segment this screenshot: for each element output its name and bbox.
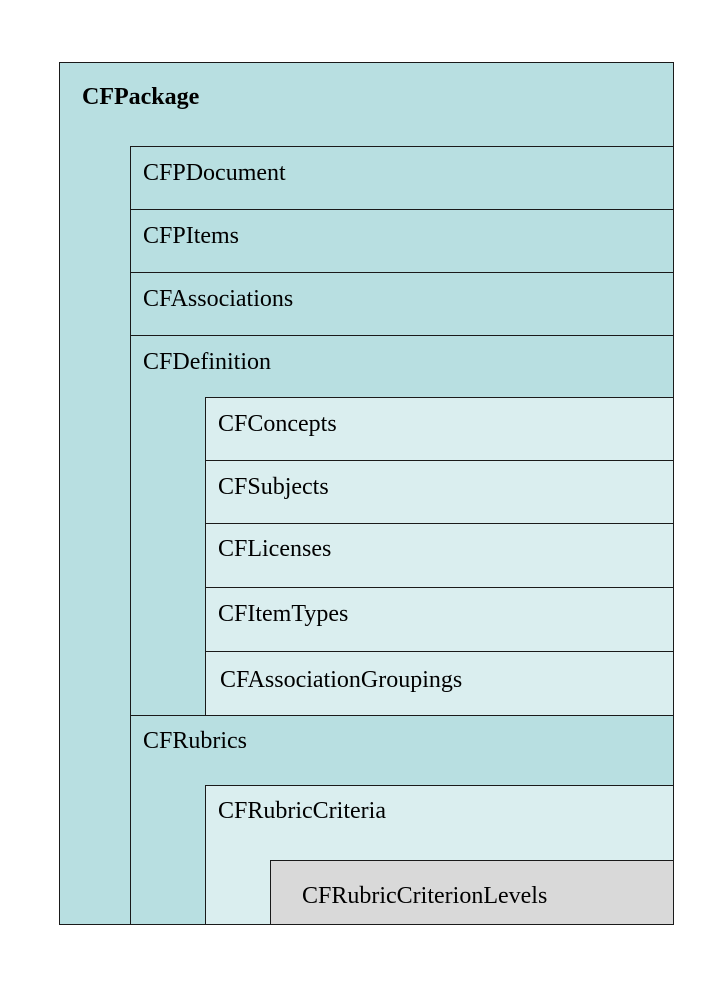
cfrubriccriterionlevels-label: CFRubricCriterionLevels [302,883,548,909]
cfrubrics-label: CFRubrics [143,728,248,754]
cfpdocument-label: CFPDocument [143,160,286,186]
cfdefinition-label: CFDefinition [143,349,272,375]
cfpackage-label: CFPackage [82,84,200,110]
cfconcepts-label: CFConcepts [218,411,337,437]
cfassociationgroupings-label: CFAssociationGroupings [220,667,463,693]
cfitemtypes-label: CFItemTypes [218,601,349,627]
cfassociations-label: CFAssociations [143,286,294,312]
cflicenses-label: CFLicenses [218,536,332,562]
cfsubjects-label: CFSubjects [218,474,329,500]
cfrubriccriteria-label: CFRubricCriteria [218,798,386,824]
cfpitems-label: CFPItems [143,223,240,249]
